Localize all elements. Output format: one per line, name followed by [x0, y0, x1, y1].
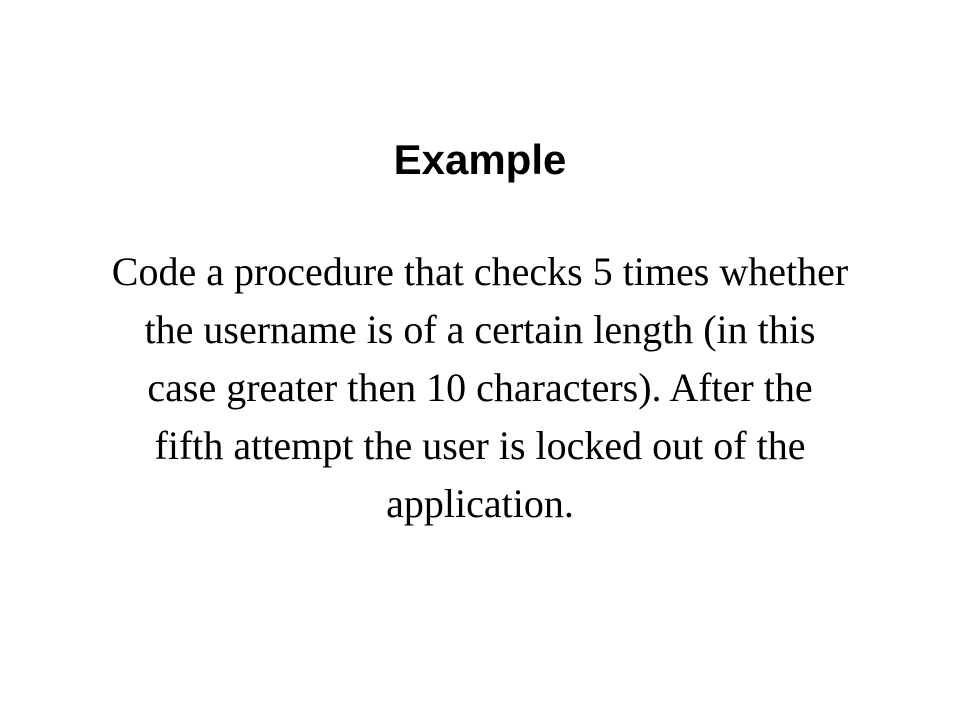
body-line: Code a procedure that checks 5 times whether: [111, 249, 849, 294]
body-line: the username is of a certain length (in this: [144, 307, 816, 352]
body-line: application.: [386, 481, 574, 526]
slide-title: Example: [393, 136, 567, 183]
body-line: case greater then 10 characters). After the: [147, 365, 813, 410]
slide-body: [20, 243, 940, 533]
body-line: fifth attempt the user is locked out of the: [154, 423, 806, 468]
